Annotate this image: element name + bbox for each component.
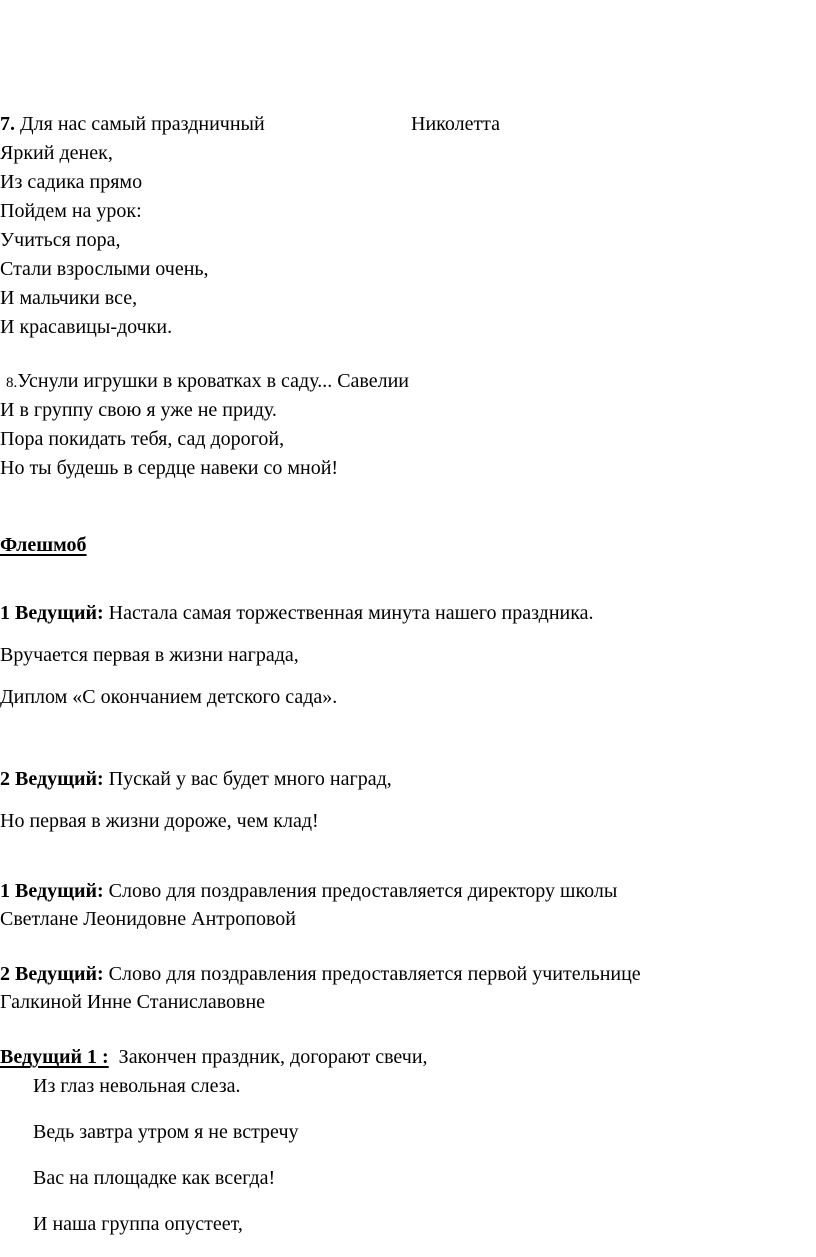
closing-speaker: Ведущий 1 :	[0, 1046, 109, 1068]
poem7-line: Пойдем на урок:	[0, 200, 142, 222]
speaker-label: 1 Ведущий:	[0, 602, 104, 624]
poem7-line: Яркий денек,	[0, 142, 113, 164]
poem7-line: Стали взрослыми очень,	[0, 258, 209, 280]
speaker-label: 1 Ведущий:	[0, 880, 104, 902]
closing-line: Ведь завтра утром я не встречу	[33, 1121, 299, 1143]
poem7-speaker: Николетта	[411, 113, 501, 135]
section-heading	[0, 533, 87, 557]
poem7-line: И красавицы-дочки.	[0, 316, 173, 338]
closing-text: Закончен праздник, догорают свечи,	[118, 1046, 428, 1068]
closing-first-line	[0, 1045, 428, 1069]
dialogue-continuation: Диплом «С окончанием детского сада».	[0, 686, 338, 708]
poem8-first-line-text: Уснули игрушки в кроватках в саду...	[17, 370, 333, 392]
poem8-speaker: Савелии	[337, 370, 410, 392]
poem7-line: Учиться пора,	[0, 229, 121, 251]
dialogue-text: Настала самая торжественная минута нашего праздника.	[108, 602, 594, 624]
closing-line: И наша группа опустеет,	[33, 1213, 243, 1235]
dialogue-text: Слово для поздравления предоставляется директору школы	[108, 880, 618, 902]
poem8-number: 8.	[6, 375, 18, 391]
dialogue-continuation: Но первая в жизни дороже, чем клад!	[0, 810, 319, 832]
poem7-line: И мальчики все,	[0, 287, 138, 309]
poem7-first-line	[0, 112, 265, 136]
poem8-line: Но ты будешь в сердце навеки со мной!	[0, 457, 339, 479]
dialogue-line	[0, 962, 641, 986]
dialogue-line	[0, 767, 392, 791]
dialogue-continuation: Галкиной Инне Станиславовне	[0, 991, 266, 1013]
poem7-line: Из садика прямо	[0, 171, 143, 193]
dialogue-text: Слово для поздравления предоставляется первой учительнице	[108, 963, 641, 985]
dialogue-line	[0, 879, 617, 903]
poem8-line: Пора покидать тебя, сад дорогой,	[0, 428, 285, 450]
poem8-first-line	[6, 369, 409, 395]
dialogue-line	[0, 601, 594, 625]
poem7-first-line-text: Для нас самый праздничный	[20, 113, 265, 135]
speaker-label: 2 Ведущий:	[0, 963, 104, 985]
dialogue-continuation: Светлане Леонидовне Антроповой	[0, 908, 296, 930]
poem7-number: 7.	[0, 113, 15, 135]
dialogue-continuation: Вручается первая в жизни награда,	[0, 644, 299, 666]
flashmob-heading: Флешмоб	[0, 534, 87, 556]
poem8-line: И в группу свою я уже не приду.	[0, 399, 277, 421]
speaker-label: 2 Ведущий:	[0, 768, 104, 790]
dialogue-text: Пускай у вас будет много наград,	[108, 768, 392, 790]
closing-line: Вас на площадке как всегда!	[33, 1167, 276, 1189]
closing-line: Из глаз невольная слеза.	[33, 1075, 241, 1097]
